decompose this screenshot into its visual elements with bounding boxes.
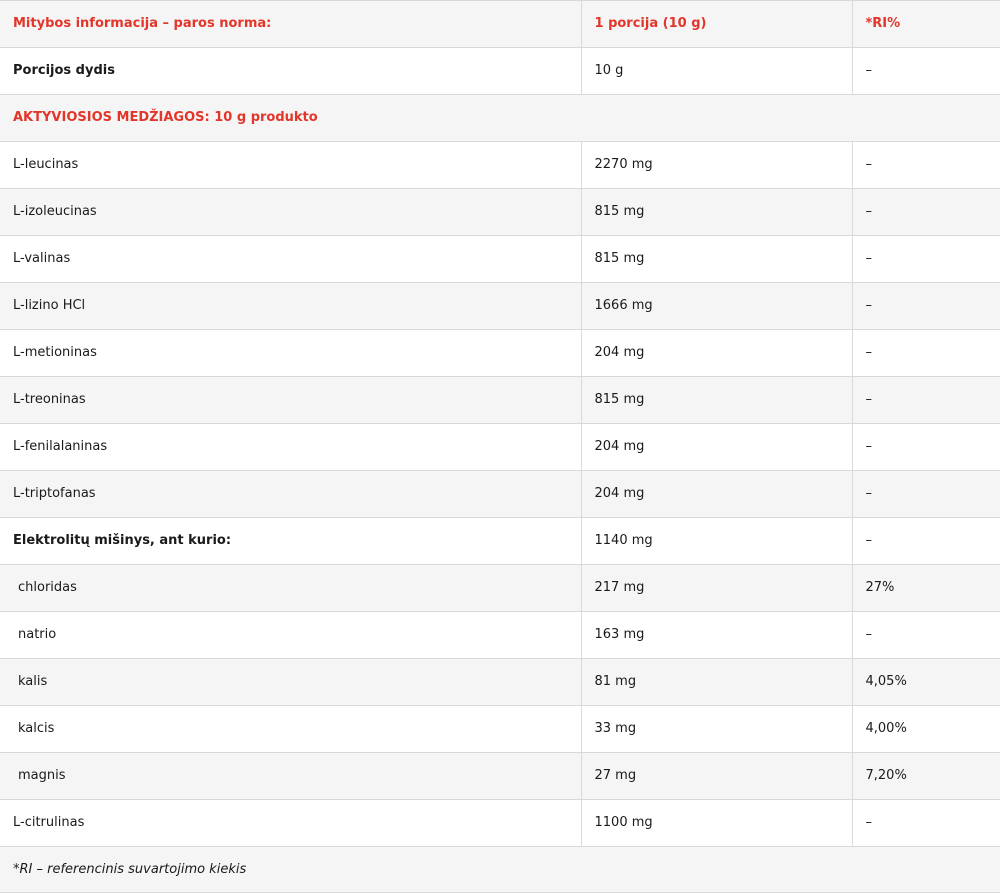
ingredient-name: L-lizino HCl (0, 283, 581, 330)
ingredient-name: L-citrulinas (0, 800, 581, 847)
table-row (0, 800, 1000, 847)
ingredient-name: magnis (0, 753, 581, 800)
ingredient-ri: – (852, 377, 1000, 424)
table-row (0, 753, 1000, 800)
table-row (0, 471, 1000, 518)
ingredient-ri: – (852, 189, 1000, 236)
ingredient-name: L-valinas (0, 236, 581, 283)
active-ingredients-section-row (0, 95, 1000, 142)
header-ri-percent: *RI% (852, 1, 1000, 48)
ingredient-amount: 1666 mg (581, 283, 852, 330)
footnote-row (0, 847, 1000, 893)
ingredient-name: kalcis (0, 706, 581, 753)
ingredient-ri: 7,20% (852, 753, 1000, 800)
serving-size-ri: – (852, 48, 1000, 95)
serving-size-label: Porcijos dydis (0, 48, 581, 95)
table-row (0, 189, 1000, 236)
table-row (0, 706, 1000, 753)
ingredient-name: chloridas (0, 565, 581, 612)
ingredient-amount: 2270 mg (581, 142, 852, 189)
ingredient-ri: – (852, 283, 1000, 330)
table-row (0, 377, 1000, 424)
serving-size-row (0, 48, 1000, 95)
header-portion: 1 porcija (10 g) (581, 1, 852, 48)
ingredient-name: L-izoleucinas (0, 189, 581, 236)
ingredient-amount: 815 mg (581, 236, 852, 283)
ingredient-ri: – (852, 471, 1000, 518)
ingredient-amount: 217 mg (581, 565, 852, 612)
ingredient-amount: 1140 mg (581, 518, 852, 565)
table-row (0, 612, 1000, 659)
table-row (0, 659, 1000, 706)
table-row (0, 565, 1000, 612)
table-row (0, 424, 1000, 471)
ingredient-ri: – (852, 424, 1000, 471)
ri-footnote: *RI – referencinis suvartojimo kiekis (0, 847, 1000, 893)
ingredient-amount: 33 mg (581, 706, 852, 753)
ingredient-amount: 81 mg (581, 659, 852, 706)
ingredient-ri: – (852, 330, 1000, 377)
ingredient-amount: 163 mg (581, 612, 852, 659)
header-nutrition-info: Mitybos informacija – paros norma: (0, 1, 581, 48)
ingredient-ri: 4,00% (852, 706, 1000, 753)
table-row (0, 236, 1000, 283)
active-ingredients-title: AKTYVIOSIOS MEDŽIAGOS: 10 g produkto (0, 95, 1000, 142)
ingredient-ri: – (852, 612, 1000, 659)
ingredient-ri: – (852, 236, 1000, 283)
ingredient-name: L-treoninas (0, 377, 581, 424)
electrolyte-mix-label: Elektrolitų mišinys, ant kurio: (0, 518, 581, 565)
table-header-row (0, 1, 1000, 48)
ingredient-name: L-fenilalaninas (0, 424, 581, 471)
ingredient-amount: 204 mg (581, 471, 852, 518)
ingredient-amount: 204 mg (581, 424, 852, 471)
ingredient-ri: 4,05% (852, 659, 1000, 706)
ingredient-amount: 1100 mg (581, 800, 852, 847)
ingredient-ri: – (852, 142, 1000, 189)
ingredient-ri: – (852, 800, 1000, 847)
ingredient-ri: 27% (852, 565, 1000, 612)
ingredient-amount: 815 mg (581, 377, 852, 424)
ingredient-amount: 204 mg (581, 330, 852, 377)
ingredient-name: natrio (0, 612, 581, 659)
ingredient-name: L-triptofanas (0, 471, 581, 518)
ingredient-name: L-leucinas (0, 142, 581, 189)
table-row (0, 283, 1000, 330)
table-row (0, 142, 1000, 189)
table-row (0, 518, 1000, 565)
ingredient-ri: – (852, 518, 1000, 565)
ingredient-amount: 27 mg (581, 753, 852, 800)
ingredient-name: L-metioninas (0, 330, 581, 377)
ingredient-name: kalis (0, 659, 581, 706)
serving-size-amount: 10 g (581, 48, 852, 95)
ingredient-amount: 815 mg (581, 189, 852, 236)
table-row (0, 330, 1000, 377)
